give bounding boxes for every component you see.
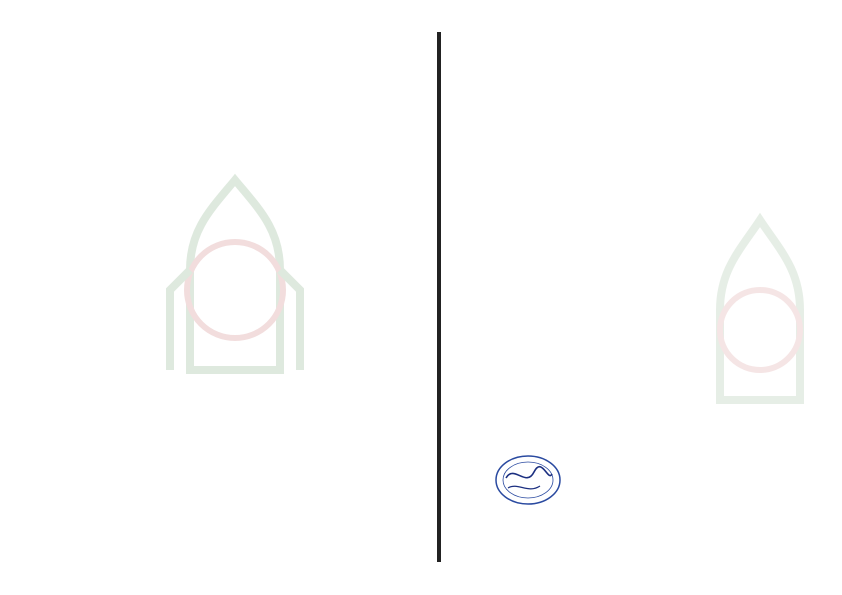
decorative-border-top [0,0,842,26]
decorative-border-left [0,0,26,595]
handwritten-signature-seal-image [492,452,564,508]
handwritten-reply-image [458,297,804,457]
typed-statement [36,52,420,562]
scanned-letter [452,66,808,92]
column-divider [437,32,441,562]
decorative-border-bottom [0,569,842,595]
